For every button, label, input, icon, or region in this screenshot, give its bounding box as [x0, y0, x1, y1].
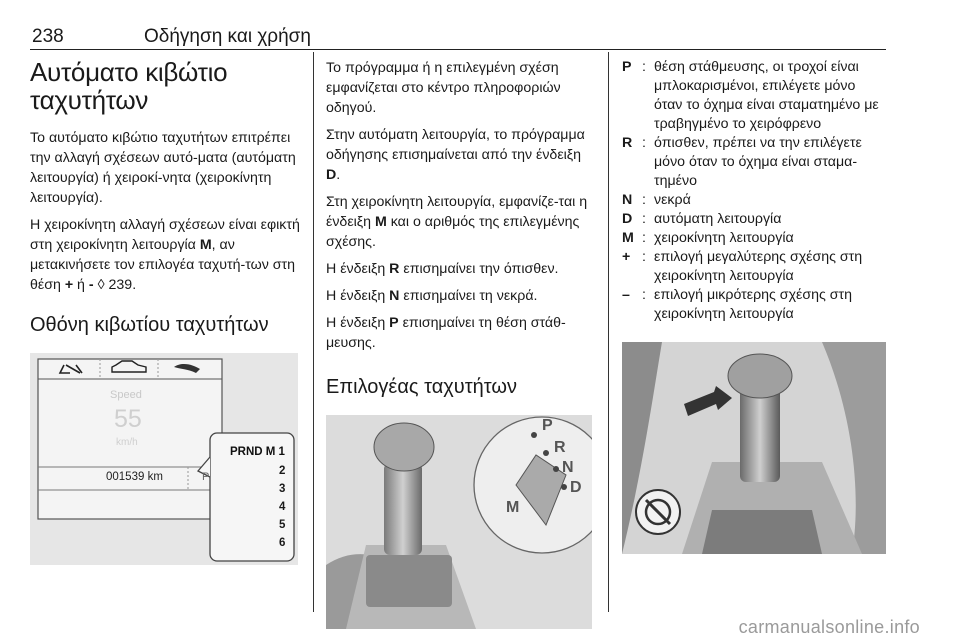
- definition-key: M: [622, 230, 634, 246]
- gear-4: 4: [279, 501, 286, 513]
- gear-indicator: P: [202, 471, 210, 483]
- section-title: Αυτόματο κιβώτιο ταχυτήτων: [30, 57, 228, 115]
- definition-value: όπισθεν, πρέπει να την επιλέγετε μόνο όταν το όχημα είναι σταμα-τημένο: [654, 135, 862, 189]
- definition-key: +: [622, 249, 631, 265]
- selector-N: N: [562, 459, 574, 476]
- definition-value: επιλογή μεγαλύτερης σχέσης στη χειροκίνητη λειτουργία: [654, 249, 863, 284]
- park-paragraph: Η ένδειξη P επισημαίνει τη θέση στάθ-μευσης.: [326, 315, 566, 351]
- definition-row: R : όπισθεν, πρέπει να την επιλέγετε μόνο όταν το όχημα είναι σταμα-τημένο: [622, 134, 887, 191]
- neutral-paragraph: Η ένδειξη N επισημαίνει τη νεκρά.: [326, 288, 538, 304]
- definition-value: αυτόματη λειτουργία: [654, 211, 782, 227]
- selector-P: P: [542, 417, 553, 434]
- display-heading: Οθόνη κιβωτίου ταχυτήτων: [30, 314, 269, 336]
- odometer: 001539 km: [106, 471, 163, 483]
- header-rule: [30, 49, 886, 50]
- manual-mode-display-paragraph: Στη χειροκίνητη λειτουργία, εμφανίζε-ται η ένδειξη M και ο αριθμός της επιλεγμένης σχέσης.: [326, 194, 588, 250]
- info-center-paragraph: Το πρόγραμμα ή η επιλεγμένη σχέση εμφανίζεται στο κέντρο πληροφοριών οδηγού.: [326, 60, 561, 116]
- watermark: carmanualsonline.info: [738, 617, 920, 637]
- definition-row: M : χειροκίνητη λειτουργία: [622, 229, 887, 248]
- selector-M: M: [506, 499, 520, 516]
- definition-key: N: [622, 192, 633, 208]
- header-title: Οδήγηση και χρήση: [144, 26, 311, 47]
- definition-key: D: [622, 211, 633, 227]
- definition-value: χειροκίνητη λειτουργία: [654, 230, 794, 246]
- gear-5: 5: [279, 519, 286, 531]
- reverse-paragraph: Η ένδειξη R επισημαίνει την όπισθεν.: [326, 261, 559, 277]
- column-divider-2: [608, 52, 609, 612]
- definition-value: θέση στάθμευσης, οι τροχοί είναι μπλοκαρισμένοι, επιλέγετε μόνο όταν το όχημα είναι σταματημένο με τραβηγμένο το χειρόφρενο: [654, 59, 879, 132]
- gear-knob: [374, 423, 434, 471]
- selector-D: D: [570, 479, 582, 496]
- speed-value: 55: [114, 405, 142, 433]
- page-reference: ◊ 239.: [93, 277, 137, 293]
- gearbox-display-svg: [30, 353, 298, 565]
- definition-row: – : επιλογή μικρότερης σχέσης στη χειροκίνητη λειτουργία: [622, 286, 887, 324]
- page-header: [30, 4, 885, 48]
- manual-mode-paragraph: Η χειροκίνητη αλλαγή σχέσεων είναι εφικτή στη χειροκίνητη λειτουργία M, αν μετακινήσετε τον επιλογέα ταχυτή-των στη θέση + ή - ◊ 239.: [30, 217, 300, 293]
- intro-paragraph: Το αυτόματο κιβώτιο ταχυτήτων επιτρέπει την αλλαγή σχέσεων αυτό-ματα (αυτόματη λειτουργία) ή χειροκί-νητα (χειροκίνητη λειτουργία).: [30, 130, 296, 206]
- selector-heading: Επιλογέας ταχυτήτων: [326, 376, 517, 398]
- gear-3: 3: [279, 483, 286, 495]
- gear-definitions-list: [622, 58, 887, 324]
- definition-key: P: [622, 59, 632, 75]
- gear-lever-photo-illustration: [622, 342, 886, 554]
- definition-value: νεκρά: [654, 192, 691, 208]
- gear-6: 6: [279, 537, 286, 549]
- gear-selector-illustration: [326, 415, 592, 629]
- gear-list-header: PRND M 1: [230, 446, 285, 458]
- column-1: [30, 58, 300, 565]
- column-3: [622, 58, 887, 554]
- column-divider-1: [313, 52, 314, 612]
- definition-row: + : επιλογή μεγαλύτερης σχέσης στη χειροκίνητη λειτουργία: [622, 248, 887, 286]
- definition-row: P : θέση στάθμευσης, οι τροχοί είναι μπλοκαρισμένοι, επιλέγετε μόνο όταν το όχημα είναι σταματημένο με τραβηγμένο το χειρόφρενο: [622, 58, 887, 134]
- speed-unit: km/h: [116, 437, 138, 448]
- gearbox-display-illustration: [30, 353, 298, 565]
- definition-value: επιλογή μικρότερης σχέσης στη χειροκίνητη λειτουργία: [654, 287, 853, 322]
- speed-label: Speed: [110, 389, 142, 401]
- selector-R: R: [554, 439, 566, 456]
- definition-row: N : νεκρά: [622, 191, 887, 210]
- page-number: 238: [32, 26, 64, 47]
- definition-key: R: [622, 135, 633, 151]
- auto-mode-paragraph: Στην αυτόματη λειτουργία, το πρόγραμμα οδήγησης επισημαίνεται από την ένδειξη D.: [326, 127, 585, 183]
- definition-key: –: [622, 287, 630, 303]
- gear-2: 2: [279, 465, 286, 477]
- column-2: [326, 58, 594, 629]
- definition-row: D : αυτόματη λειτουργία: [622, 210, 887, 229]
